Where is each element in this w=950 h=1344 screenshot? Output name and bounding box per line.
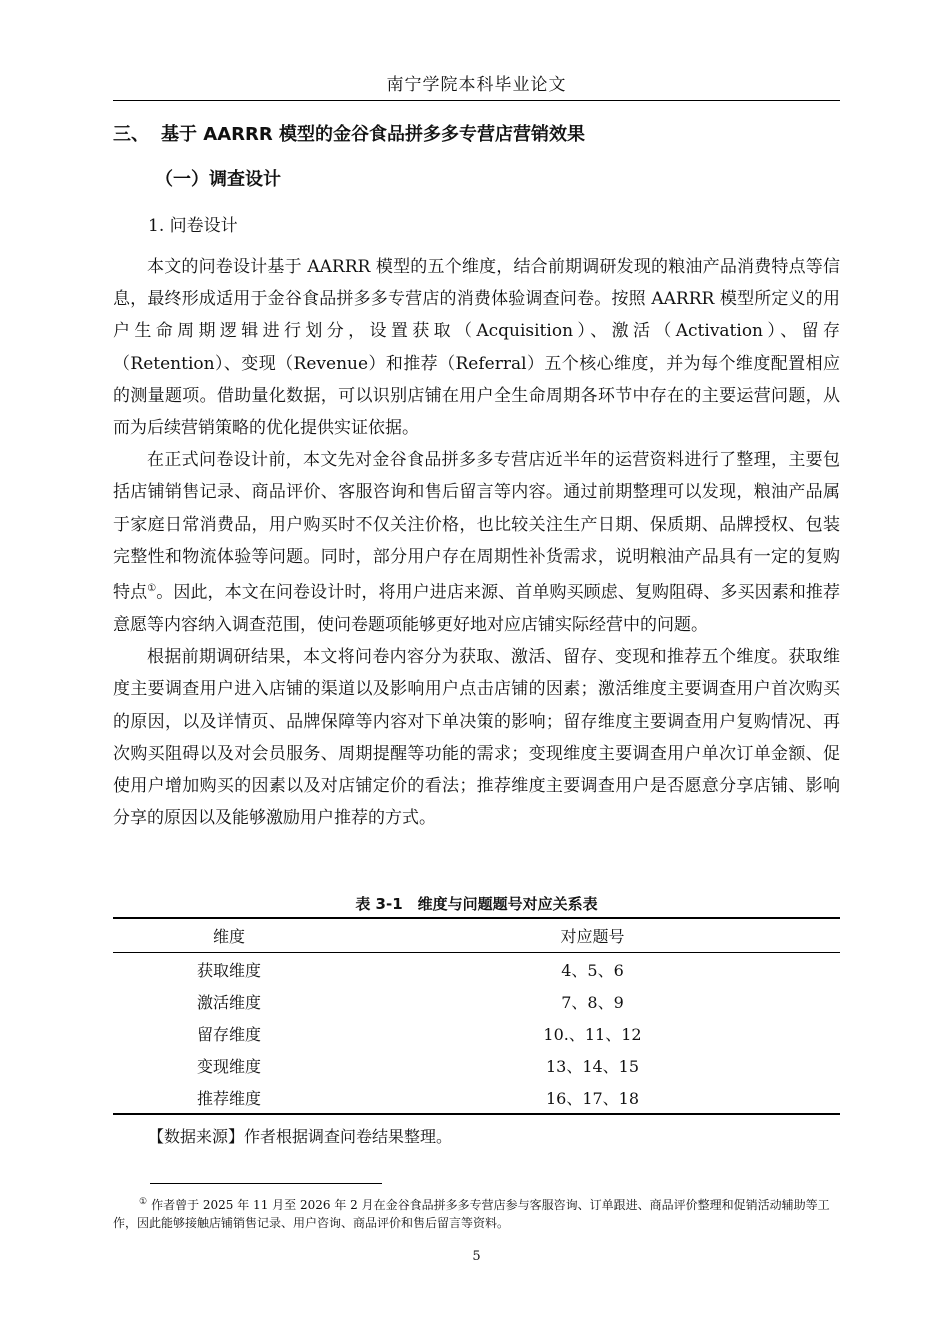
table-caption: 表 3-1 维度与问题题号对应关系表 xyxy=(355,895,598,913)
paragraph-2-part-b: 。因此，本文在问卷设计时，将用户进店来源、首单购买顾虑、复购阻碍、多买因素和推荐意愿等内容纳入调查范围，使问卷题项能够更好地对应店铺实际经营中的问题。 xyxy=(113,582,841,635)
running-header: 南宁学院本科毕业论文 xyxy=(386,75,567,95)
table-cell-dimension: 推荐维度 xyxy=(113,1081,345,1114)
item-heading: 1. 问卷设计 xyxy=(148,216,238,236)
table-row xyxy=(113,1049,840,1081)
footnote-paragraph xyxy=(113,1193,840,1232)
page-number: 5 xyxy=(472,1249,481,1264)
table-cell-questions: 16、17、18 xyxy=(345,1081,840,1114)
table-cell-questions: 7、8、9 xyxy=(561,992,624,1012)
footnote-mark: ① xyxy=(139,1197,148,1207)
footnote xyxy=(113,1193,840,1232)
subsection-heading: （一）调查设计 xyxy=(155,169,281,190)
table-row xyxy=(113,1017,840,1049)
paragraph-1: 本文的问卷设计基于 AARRR 模型的五个维度，结合前期调研发现的粮油产品消费特点等信息，最终形成适用于金谷食品拼多多专营店的消费体验调查问卷。按照 AARRR 模型所定义的用户生命周期逻辑进行划分，设置获取（Acquisition）、激活（Activation）、留存（Retention）、变现（Revenue）和推荐（Referral）五个核心维度，并为每个维度配置相应的测量题项。借助量化数据，可以识别店铺在用户全生命周期各环节中存在的主要运营问题，从而为后续营销策略的优化提供实证依据。 xyxy=(113,257,840,439)
table-header-dimension: 维度 xyxy=(113,918,345,953)
paragraph-2 xyxy=(113,444,840,641)
table-row xyxy=(113,1081,840,1114)
header-rule xyxy=(113,100,840,101)
table-cell-dimension: 获取维度 xyxy=(196,960,261,980)
table-header-row xyxy=(113,918,840,953)
table-row xyxy=(113,985,840,1017)
table-cell-questions: 4、5、6 xyxy=(561,960,624,980)
section-title: 基于 AARRR 模型的金谷食品拼多多专营店营销效果 xyxy=(161,124,585,145)
footnote-separator xyxy=(150,1183,382,1184)
section-heading xyxy=(113,120,585,146)
footnote-reference[interactable]: ① xyxy=(147,583,157,595)
paragraph-3: 根据前期调研结果，本文将问卷内容分为获取、激活、留存、变现和推荐五个维度。获取维度主要调查用户进入店铺的渠道以及影响用户点击店铺的因素；激活维度主要调查用户首次购买的原因，以及详情页、品牌保障等内容对下单决策的影响；留存维度主要调查用户复购情况、再次购买阻碍以及对会员服务、周期提醒等功能的需求；变现维度主要调查用户单次订单金额、促使用户增加购买的因素以及对店铺定价的看法；推荐维度主要调查用户是否愿意分享店铺、影响分享的原因以及能够激励用户推荐的方式。 xyxy=(113,647,840,829)
table-cell-dimension: 留存维度 xyxy=(196,1024,261,1044)
paragraph-2-part-a: 在正式问卷设计前，本文先对金谷食品拼多多专营店近半年的运营资料进行了整理，主要包括店铺销售记录、商品评价、客服咨询和售后留言等内容。通过前期整理可以发现，粮油产品属于家庭日常消费品，用户购买时不仅关注价格，也比较关注生产日期、保质期、品牌授权、包装完整性和物流体验等问题。同时，部分用户存在周期性补货需求，说明粮油产品具有一定的复购特点 xyxy=(113,450,840,603)
table-header-questions: 对应题号 xyxy=(345,918,840,953)
table-cell-dimension: 变现维度 xyxy=(196,1056,261,1076)
table-cell-questions: 10.、11、12 xyxy=(543,1024,642,1044)
table-cell-dimension: 激活维度 xyxy=(196,992,261,1012)
dimension-table xyxy=(113,917,840,1115)
footnote-text: 作者曾于 2025 年 11 月至 2026 年 2 月在金谷食品拼多多专营店参与客服咨询、订单跟进、商品评价整理和促销活动辅助等工作，因此能够接触店铺销售记录、用户咨询、商品评价和售后留言等资料。 xyxy=(113,1198,830,1230)
table-source-note: 【数据来源】作者根据调查问卷结果整理。 xyxy=(148,1127,453,1146)
section-number: 三、 xyxy=(113,124,149,145)
table-cell-questions: 13、14、15 xyxy=(545,1056,640,1076)
body-text xyxy=(113,251,840,834)
table-row xyxy=(113,953,840,986)
